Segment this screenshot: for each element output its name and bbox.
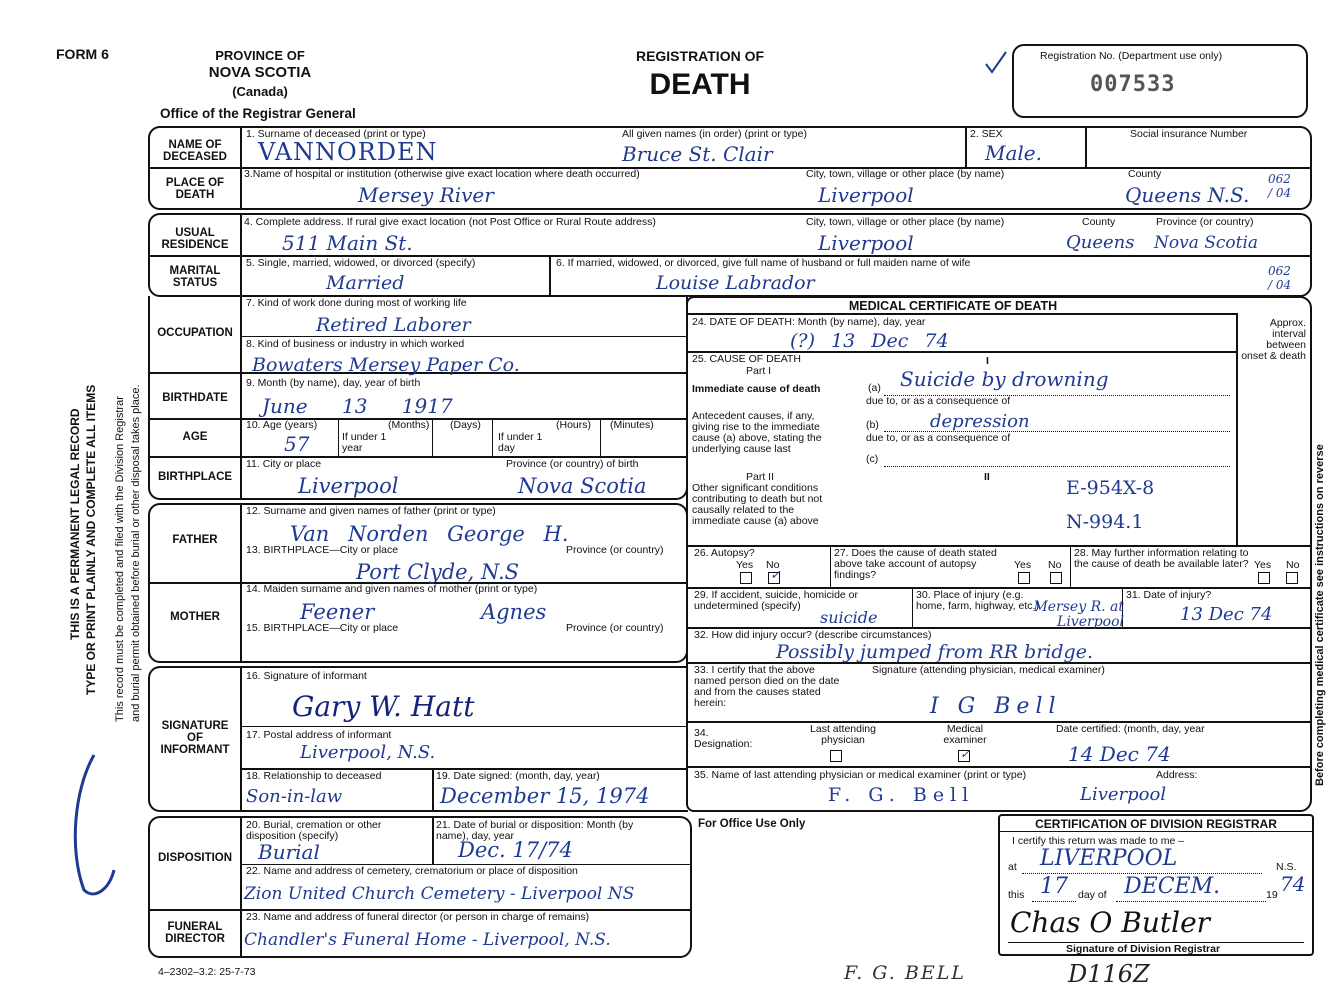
label-cemetery: 22. Name and address of cemetery, crematorium or place of disposition [246, 865, 578, 877]
birthdate[interactable]: June 13 1917 [262, 394, 453, 418]
residence-county[interactable]: Queens [1066, 232, 1135, 253]
birthplace-city[interactable]: Liverpool [298, 474, 399, 498]
informant-address[interactable]: Liverpool, N.S. [300, 742, 436, 763]
funeral-director[interactable]: Chandler's Funeral Home - Liverpool, N.S. [244, 930, 611, 950]
label-informant-address: 17. Postal address of informant [246, 729, 392, 741]
label-division-certify: I certify this return was made to me – [1012, 835, 1185, 847]
label-physician-address: Address: [1156, 769, 1198, 781]
death-county[interactable]: Queens N.S. [1125, 183, 1250, 207]
label-mother-name: 14. Maiden surname and given names of mother (print or type) [246, 583, 538, 595]
label-sin: Social insurance Number [1130, 128, 1248, 140]
burial-date[interactable]: Dec. 17/74 [458, 838, 573, 862]
registration-number-label: Registration No. (Department use only) [1040, 50, 1223, 62]
label-father-province: Province (or country) [566, 544, 664, 556]
side-burial-permit: and burial permit obtained before burial or other disposal takes place. [130, 384, 142, 722]
side-legal-record: THIS IS A PERMANENT LEGAL RECORD [68, 408, 82, 640]
label-birth-city: 11. City or place [246, 458, 322, 470]
birthplace-province[interactable]: Nova Scotia [518, 474, 647, 498]
label-marital: 5. Single, married, widowed, or divorced (specify) [246, 257, 476, 269]
deceased-sex[interactable]: Male. [985, 141, 1042, 165]
section-label-occupation: OCCUPATION [157, 327, 233, 339]
label-day-of: day of [1078, 889, 1107, 901]
office-use-label: For Office Use Only [698, 818, 806, 830]
cemetery[interactable]: Zion United Church Cemetery - Liverpool NS [244, 884, 635, 904]
further-yes-checkbox[interactable] [1258, 572, 1270, 584]
registration-number: 007533 [1090, 72, 1176, 97]
province-line-1: PROVINCE OF [215, 48, 305, 63]
spouse-name[interactable]: Louise Labrador [656, 272, 815, 294]
label-division-ns: N.S. [1276, 861, 1297, 873]
cause-b[interactable]: depression [930, 411, 1030, 432]
date-certified[interactable]: 14 Dec 74 [1068, 742, 1171, 766]
label-due-to-2: due to, or as a consequence of [866, 432, 1011, 444]
label-given-names: All given names (in order) (print or type) [622, 128, 807, 140]
label-age-years: 10. Age (years) [246, 419, 318, 431]
label-findings-yes: Yes [1014, 559, 1032, 571]
section-label-marital: MARITAL STATUS [169, 265, 221, 289]
label-physician-name: 35. Name of last attending physician or medical examiner (print or type) [694, 769, 1027, 781]
label-address: 4. Complete address. If rural give exact location (not Post Office or Rural Route address) [244, 216, 656, 228]
label-roman-2: II [984, 471, 990, 483]
deceased-given-names[interactable]: Bruce St. Clair [622, 142, 773, 166]
label-relationship: 18. Relationship to deceased [246, 770, 382, 782]
label-how-injury: 32. How did injury occur? (describe circumstances) [694, 629, 932, 641]
physician-signature[interactable]: I G Bell [930, 694, 1062, 719]
label-age-months: (Months) [388, 419, 430, 431]
section-label-birthplace: BIRTHPLACE [157, 471, 233, 483]
findings-no-checkbox[interactable] [1050, 572, 1062, 584]
label-work: 7. Kind of work done during most of working life [246, 297, 467, 309]
office-registrar-general: Office of the Registrar General [160, 106, 356, 121]
label-part-2: Part II [746, 471, 775, 483]
autopsy-no-mark: ✓ [770, 568, 781, 583]
label-age-minutes: (Minutes) [610, 419, 654, 431]
label-age-days: (Days) [450, 419, 481, 431]
occupation-business[interactable]: Bowaters Mersey Paper Co. [252, 354, 520, 376]
label-part-1: Part I [746, 365, 772, 377]
label-division-signature: Signature of Division Registrar [1066, 943, 1221, 955]
father-birthplace[interactable]: Port Clyde, N.S [356, 560, 520, 584]
section-label-birthdate: BIRTHDATE [162, 392, 228, 404]
spouse-code: 062 / 04 [1268, 264, 1292, 292]
informant-relationship[interactable]: Son-in-law [246, 786, 343, 807]
section-label-informant: SIGNATURE OF INFORMANT [160, 720, 230, 756]
label-age-hours: (Hours) [556, 419, 592, 431]
label-mother-province: Province (or country) [566, 622, 664, 634]
physician-address[interactable]: Liverpool [1080, 784, 1167, 805]
label-business: 8. Kind of business or industry in which worked [246, 338, 465, 350]
label-further-no: No [1286, 559, 1300, 571]
form-title: DEATH [649, 68, 751, 101]
label-burial: 20. Burial, cremation or other disposition (specify) [246, 819, 382, 842]
label-informant-signature: 16. Signature of informant [246, 670, 367, 682]
death-county-code: 062 / 04 [1268, 172, 1292, 200]
note-code: D116Z [1068, 960, 1150, 988]
label-last-physician: Last attending physician [810, 723, 876, 746]
division-place[interactable]: LIVERPOOL [1040, 846, 1178, 871]
label-certify: 33. I certify that the above named person died on the date and from the causes stated herein: [694, 664, 840, 709]
label-burial-date: 21. Date of burial or disposition: Month (by name), day, year [436, 819, 634, 842]
deceased-surname[interactable]: VANNORDEN [258, 138, 438, 166]
label-spouse: 6. If married, widowed, or divorced, give full name of husband or full maiden name of wife [556, 257, 971, 269]
label-injury-date: 31. Date of injury? [1126, 589, 1212, 601]
label-at: at [1008, 861, 1017, 873]
informant-date-signed[interactable]: December 15, 1974 [440, 784, 650, 808]
findings-yes-checkbox[interactable] [1018, 572, 1030, 584]
label-birth-province: Province (or country) of birth [506, 458, 639, 470]
section-label-place: PLACE OF DEATH [165, 177, 225, 201]
label-hospital: 3.Name of hospital or institution (otherwise give exact location where death occurred) [244, 168, 640, 180]
residence-address[interactable]: 511 Main St. [282, 231, 413, 255]
side-instructions: Before completing medical certificate see instructions on reverse [1314, 444, 1326, 786]
division-signature[interactable]: Chas O Butler [1010, 906, 1211, 939]
side-must-be-completed: This record must be completed and filed with the Division Registrar [114, 396, 126, 722]
check-mark-icon [980, 48, 1010, 78]
division-title: CERTIFICATION OF DIVISION REGISTRAR [1035, 817, 1277, 831]
residence-city[interactable]: Liverpool [818, 231, 914, 255]
label-death-city: City, town, village or other place (by name) [806, 168, 1005, 180]
label-other-conditions: Other significant conditions contributing to death but not causally related to the immediate cause (a) above [692, 482, 823, 527]
label-autopsy-findings: 27. Does the cause of death stated above take account of autopsy findings? [834, 547, 997, 581]
province-line-3: (Canada) [232, 84, 288, 99]
label-immediate-cause: Immediate cause of death [692, 383, 821, 395]
cause-code-1[interactable]: E-954X-8 [1066, 477, 1155, 499]
death-place-hospital[interactable]: Mersey River [358, 183, 494, 207]
physician-name[interactable]: F. G. Bell [828, 784, 975, 806]
section-label-age: AGE [182, 431, 208, 443]
accident-type[interactable]: suicide [820, 608, 878, 627]
medical-examiner-mark: ✓ [960, 747, 971, 761]
label-cause-c: (c) [866, 453, 879, 465]
label-autopsy: 26. Autopsy? [694, 547, 755, 559]
label-date-certified: Date certified: (month, day, year [1056, 723, 1205, 735]
margin-pen-mark [54, 740, 124, 910]
label-mother-birthplace: 15. BIRTHPLACE—City or place [246, 622, 399, 634]
section-label-father: FATHER [172, 534, 218, 546]
section-label-disposition: DISPOSITION [157, 852, 233, 864]
residence-province[interactable]: Nova Scotia [1154, 233, 1259, 253]
note-bell: F. G. BELL [844, 962, 966, 984]
province-line-2: NOVA SCOTIA [208, 64, 312, 81]
label-designation: 34. Designation: [694, 727, 753, 750]
division-day[interactable]: 17 [1040, 874, 1068, 899]
section-label-funeral: FUNERAL DIRECTOR [165, 921, 225, 945]
label-cause-a: (a) [868, 382, 881, 394]
label-autopsy-yes: Yes [736, 559, 754, 571]
label-cause-of-death: 25. CAUSE OF DEATH [692, 353, 801, 365]
label-residence-province: Province (or country) [1156, 216, 1254, 228]
section-label-mother: MOTHER [170, 611, 220, 623]
label-cause-b: (b) [866, 419, 879, 431]
burial-type[interactable]: Burial [258, 840, 320, 864]
mother-name[interactable]: Feener Agnes [300, 600, 547, 624]
side-print-plainly: TYPE OR PRINT PLAINLY AND COMPLETE ALL ITEMS [84, 384, 98, 695]
label-death-date: 24. DATE OF DEATH: Month (by name), day, year [692, 316, 926, 328]
section-label-name: NAME OF DECEASED [163, 139, 227, 163]
age-years[interactable]: 57 [284, 432, 310, 456]
label-father-birthplace: 13. BIRTHPLACE—City or place [246, 544, 399, 556]
autopsy-yes-checkbox[interactable] [740, 572, 752, 584]
cause-a[interactable]: Suicide by drowning [900, 367, 1109, 391]
label-sex: 2. SEX [970, 128, 1003, 140]
label-under-year: If under 1 year [342, 431, 387, 454]
form-code: 4–2302–3.2: 25-7-73 [158, 966, 256, 978]
injury-date[interactable]: 13 Dec 74 [1180, 604, 1273, 625]
marital-status[interactable]: Married [326, 272, 405, 294]
registration-of: REGISTRATION OF [635, 48, 765, 64]
label-surname: 1. Surname of deceased (print or type) [246, 128, 426, 140]
label-autopsy-no: No [766, 559, 780, 571]
label-approx-interval: Approx. interval between onset & death [1241, 317, 1306, 362]
death-date[interactable]: (?) 13 Dec 74 [790, 330, 949, 352]
label-findings-no: No [1048, 559, 1062, 571]
label-medical-examiner: Medical examiner [943, 723, 987, 746]
division-month[interactable]: DECEM. [1124, 874, 1221, 899]
occupation-work[interactable]: Retired Laborer [316, 314, 471, 336]
label-further-yes: Yes [1254, 559, 1272, 571]
label-funeral-director: 23. Name and address of funeral director (or person in charge of remains) [246, 911, 590, 923]
label-19: 19 [1266, 889, 1278, 901]
father-name[interactable]: Van Norden George H. [290, 522, 569, 546]
label-accident-type: 29. If accident, suicide, homicide or undetermined (specify) [694, 589, 859, 612]
label-antecedent: Antecedent causes, if any, giving rise to the immediate cause (a) above, stating the underlying cause last [692, 410, 822, 455]
label-injury-place: 30. Place of injury (e.g. home, farm, highway, etc.) [916, 589, 1039, 612]
label-further-info: 28. May further information relating to the cause of death be available later? [1074, 547, 1249, 570]
injury-place[interactable]: Mersey R. at Liverpool [1033, 599, 1124, 630]
injury-description[interactable]: Possibly jumped from RR bridge. [776, 641, 1093, 663]
label-this: this [1008, 889, 1025, 901]
label-under-day: If under 1 day [498, 431, 543, 454]
label-father-name: 12. Surname and given names of father (print or type) [246, 505, 496, 517]
label-birthdate: 9. Month (by name), day, year of birth [246, 377, 421, 389]
label-date-signed: 19. Date signed: (month, day, year) [436, 770, 600, 782]
section-label-residence: USUAL RESIDENCE [161, 227, 229, 251]
label-residence-city: City, town, village or other place (by name) [806, 216, 1005, 228]
informant-signature[interactable]: Gary W. Hatt [292, 690, 475, 723]
death-city[interactable]: Liverpool [818, 183, 914, 207]
label-residence-county: County [1082, 216, 1116, 228]
division-year[interactable]: 74 [1280, 872, 1306, 896]
form-number: FORM 6 [56, 46, 109, 62]
label-roman-1: I [986, 355, 989, 367]
cause-code-2[interactable]: N-994.1 [1066, 511, 1144, 533]
last-physician-checkbox[interactable] [830, 750, 842, 762]
further-no-checkbox[interactable] [1286, 572, 1298, 584]
label-physician-signature: Signature (attending physician, medical examiner) [872, 664, 1105, 676]
medical-title: MEDICAL CERTIFICATE OF DEATH [848, 299, 1058, 313]
label-death-county: County [1128, 168, 1162, 180]
label-due-to-1: due to, or as a consequence of [866, 395, 1011, 407]
